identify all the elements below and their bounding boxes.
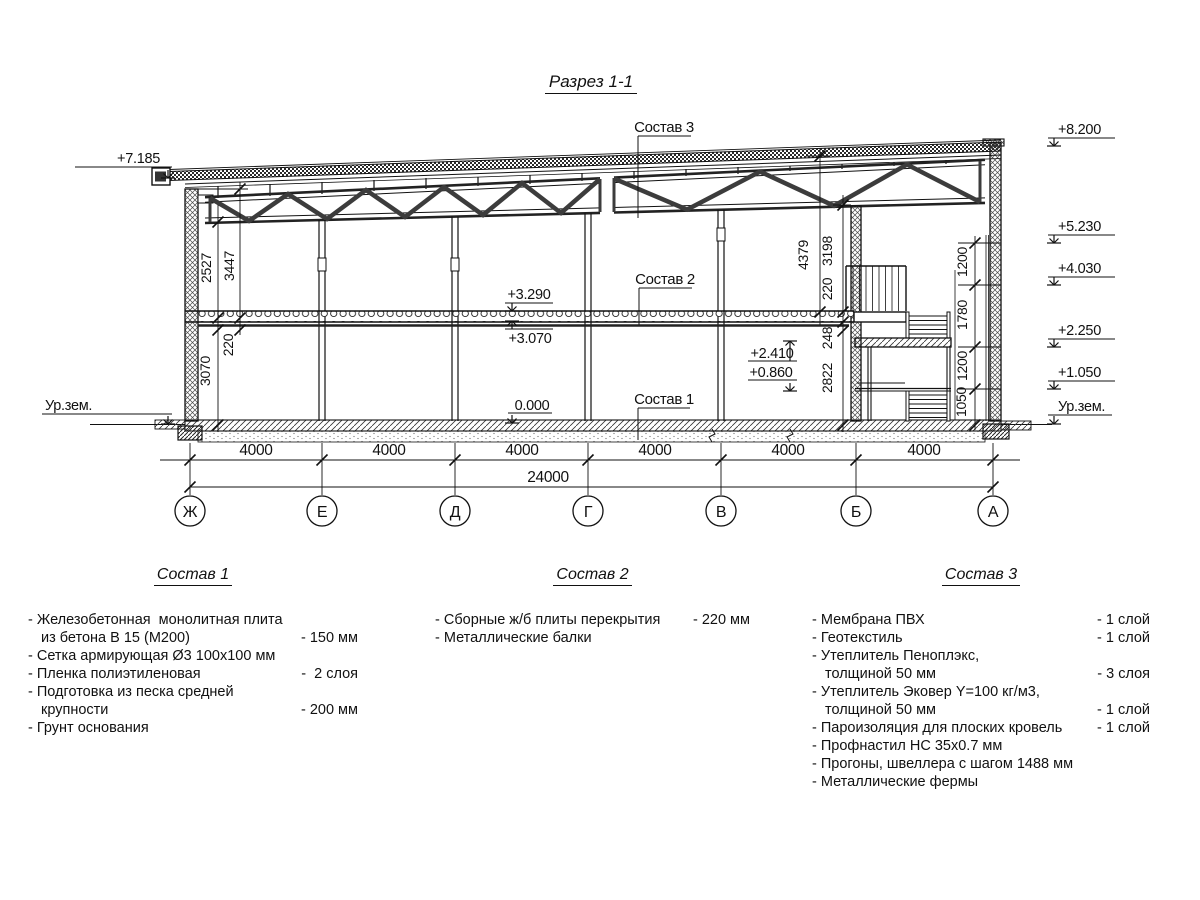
list-heading: Состав 2 [435, 566, 750, 584]
list-item [28, 665, 358, 683]
composition-list-2 [435, 566, 750, 647]
list-item [812, 665, 1150, 683]
list-item-value: - 150 мм [300, 630, 358, 646]
list-item-value: - 2 слоя [301, 666, 358, 682]
list-item-value: - 3 слоя [1097, 666, 1150, 682]
elevation-landing [748, 341, 797, 362]
dim-1780: 1780 [954, 300, 970, 330]
svg-text:Состав 2: Состав 2 [635, 271, 695, 288]
list-item-text: - Геотекстиль [812, 630, 903, 646]
list-item [435, 611, 750, 629]
list-item-value: - 1 слой [1097, 612, 1150, 628]
ground-level-right [1047, 399, 1112, 424]
elevation-2250 [1047, 323, 1115, 347]
bay-dim-4: 4000 [638, 442, 672, 459]
dim-4379: 4379 [795, 240, 811, 270]
mezzanine-slab [185, 311, 854, 326]
list-item-text: - Прогоны, швеллера с шагом 1488 мм [812, 756, 1074, 772]
list-item [812, 701, 1150, 719]
list-item-text: - Профнастил НС 35х0.7 мм [812, 738, 1003, 754]
right-wall [983, 139, 1004, 421]
svg-text:+3.070: +3.070 [508, 331, 552, 347]
list-item [812, 719, 1150, 737]
svg-text:+2.250: +2.250 [1058, 323, 1101, 339]
svg-text:+3.290: +3.290 [507, 287, 551, 303]
list-item [28, 683, 358, 701]
svg-text:+0.860: +0.860 [749, 365, 793, 381]
svg-text:+2.410: +2.410 [750, 346, 794, 362]
bay-dim-5: 4000 [771, 442, 805, 459]
svg-text:Ур.зем.: Ур.зем. [1058, 399, 1106, 415]
dim-220-left: 220 [220, 333, 236, 357]
callout-sostav3 [634, 119, 694, 218]
list-heading: Состав 1 [28, 566, 358, 584]
dim-1200-mid: 1200 [954, 351, 970, 381]
list-heading: Состав 3 [812, 566, 1150, 584]
bay-dim-2: 4000 [372, 442, 406, 459]
list-item-text: - Подготовка из песка средней [28, 684, 234, 700]
elevation-4030 [1047, 261, 1115, 285]
list-item [812, 629, 1150, 647]
list-item [812, 611, 1150, 629]
list-item [28, 719, 358, 737]
dim-1050: 1050 [953, 387, 969, 417]
list-item [28, 647, 358, 665]
elevation-8200 [1047, 122, 1115, 146]
list-item-value: - 1 слой [1097, 720, 1150, 736]
list-item-text: - Грунт основания [28, 720, 149, 736]
dim-2822: 2822 [819, 363, 835, 393]
list-item-value: - 1 слой [1097, 630, 1150, 646]
dim-3198: 3198 [819, 236, 835, 266]
list-item [28, 611, 358, 629]
staircase [846, 266, 955, 421]
roof-truss-right [614, 160, 985, 213]
axis-label: В [715, 504, 727, 521]
axis-label: Ж [182, 504, 198, 521]
list-item-text: - Мембрана ПВХ [812, 612, 925, 628]
list-item-text: толщиной 50 мм [825, 702, 937, 718]
list-item-text: - Утеплитель Пеноплэкс, [812, 648, 980, 664]
elevation-zero [505, 398, 552, 423]
list-item-text: - Металлические фермы [812, 774, 979, 790]
axis-label: Е [316, 504, 328, 521]
ground-floor-slab [155, 420, 1031, 442]
list-item-text: крупности [41, 702, 109, 718]
list-item [435, 629, 750, 647]
svg-text:+1.050: +1.050 [1058, 365, 1101, 381]
svg-text:0.000: 0.000 [514, 398, 550, 414]
list-item-text: - Металлические балки [435, 630, 592, 646]
list-item [812, 683, 1150, 701]
list-item-text: - Сетка армирующая Ø3 100х100 мм [28, 648, 276, 664]
dim-220-right: 220 [819, 277, 835, 301]
total-dim: 24000 [527, 469, 569, 486]
list-item [812, 737, 1150, 755]
bay-dim-6: 4000 [907, 442, 941, 459]
elevation-slab-top [505, 287, 553, 311]
bay-dim-1: 4000 [239, 442, 273, 459]
svg-text:+5.230: +5.230 [1058, 219, 1101, 235]
list-item-text: толщиной 50 мм [825, 666, 937, 682]
list-item [812, 647, 1150, 665]
list-item-text: - Железобетонная монолитная плита [28, 612, 283, 628]
axis-label: Б [850, 504, 862, 521]
list-item-value: - 1 слой [1097, 702, 1150, 718]
list-item [812, 755, 1150, 773]
svg-text:Состав 3: Состав 3 [634, 119, 694, 136]
elevation-platform [748, 365, 797, 391]
list-item [28, 629, 358, 647]
dim-3070: 3070 [197, 356, 213, 386]
axis-label: Д [449, 504, 461, 521]
list-item-text: - Утеплитель Эковер Y=100 кг/м3, [812, 684, 1040, 700]
list-item-text: - Пароизоляция для плоских кровель [812, 720, 1063, 736]
svg-text:+4.030: +4.030 [1058, 261, 1101, 277]
axis-label: А [987, 504, 999, 521]
composition-list-1 [28, 566, 358, 737]
list-item-text: из бетона В 15 (М200) [41, 630, 190, 646]
dim-248: 248 [819, 326, 835, 350]
dim-3447: 3447 [221, 251, 237, 281]
dim-1200-top: 1200 [954, 247, 970, 277]
list-item-text: - Пленка полиэтиленовая [28, 666, 201, 682]
elevation-1050 [1047, 365, 1115, 389]
svg-text:Ур.зем.: Ур.зем. [45, 398, 93, 414]
svg-text:Состав 1: Состав 1 [634, 391, 694, 408]
list-item-value: - 220 мм [692, 612, 750, 628]
composition-list-3 [812, 566, 1150, 791]
list-item [28, 701, 358, 719]
elevation-5230 [1047, 219, 1115, 243]
dims-left [198, 182, 248, 432]
dim-2527: 2527 [198, 253, 214, 283]
axis-label: Г [583, 504, 593, 521]
list-item-value: - 200 мм [300, 702, 358, 718]
svg-text:+8.200: +8.200 [1058, 122, 1101, 138]
svg-text:+7.185: +7.185 [117, 151, 160, 167]
bay-dim-3: 4000 [505, 442, 539, 459]
dim-rows [160, 443, 1020, 495]
drawing-title: Разрез 1-1 [0, 72, 1182, 92]
list-item-text: - Сборные ж/б плиты перекрытия [435, 612, 661, 628]
list-item [812, 773, 1150, 791]
